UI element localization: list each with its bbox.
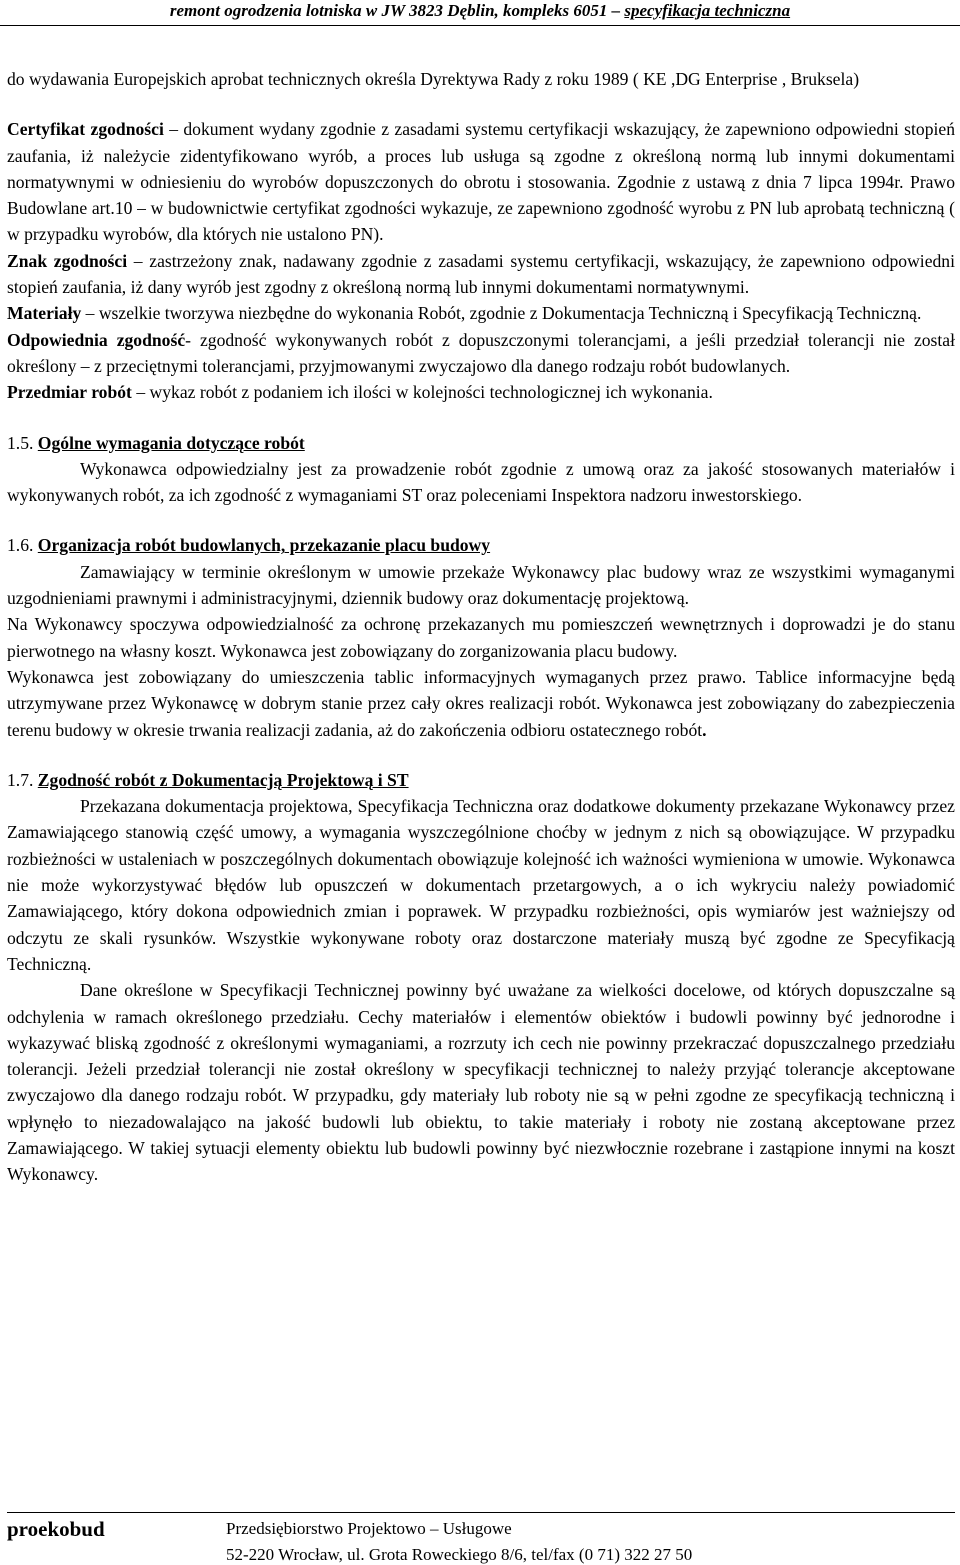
section-heading-1-5 [7,430,955,456]
header-title: remont ogrodzenia lotniska w JW 3823 Dęblin, kompleks 6051 – [169,1,625,20]
footer-brand: proekobud [7,1517,105,1541]
term-znak: Znak zgodności [7,250,128,271]
definition-materialy [7,300,955,326]
paragraph-text: Wykonawca jest zobowiązany do umieszczenia tablic informacyjnych wymaganych przez prawo. Tablice informacyjne będą utrzymywane przez Wykonawcę w dobrym stanie przez cały okres realizacji robót. Wykonawca jest zobowiązany do zabezpieczenia terenu budowy w okresie trwania realizacji zadania, aż do zakończenia odbioru ostatecznego robót [7,666,955,740]
section-number: 1.5. [7,432,34,453]
footer-address: 52-220 Wrocław, ul. Grota Roweckiego 8/6, tel/fax (0 71) 322 27 50 [226,1545,693,1564]
definition-text: – zastrzeżony znak, nadawany zgodnie z zasadami systemu certyfikacji, wskazujący, że zapewniono odpowiedni stopień zaufania, iż dany wyrób jest zgodny z określoną normą lub innymi dokumentami normatywnymi. [7,250,955,298]
document-body [7,66,955,1188]
term-przedmiar: Przedmiar robót [7,382,132,403]
page-header [0,0,960,28]
section-heading-1-7 [7,767,955,793]
section-1-6-paragraph-1: Zamawiający w terminie określonym w umowie przekaże Wykonawcy plac budowy wraz ze wszystkimi wymaganymi uzgodnieniami prawnymi i administracyjnymi, dziennik budowy oraz dokumentację projektową. [7,561,955,609]
header-rule [0,25,960,26]
term-materialy: Materiały [7,303,82,324]
section-title: Ogólne wymagania dotyczące robót [37,432,305,453]
page-footer [7,1512,955,1565]
section-title: Organizacja robót budowlanych, przekazanie placu budowy [37,535,491,556]
section-1-7-paragraph-2: Dane określone w Specyfikacji Technicznej powinny być uważane za wielkości docelowe, od których dopuszczalne są odchylenia w ramach określonego przedziału. Cechy materiałów i elementów obiektów i budowli powinny być jednorodne i wykazywać bliską zgodność z określonymi wymaganiami, a rozrzuty ich cech nie powinny przekraczać dopuszczalnego przedziału tolerancji. Jeżeli przedział tolerancji nie został określony w specyfikacji technicznej to należy przyjąć tolerancje akceptowane zwyczajowo dla danego rodzaju robót. W przypadku, gdy materiały lub roboty nie są w pełni zgodne ze specyfikacją techniczną i wpłynęło to niezadowalająco na jakość budowli lub obiektu, to takie materiały i roboty nie zostaną akceptowane przez Zamawiającego. W takiej sytuacji elementy obiektu lub budowli powinny być niezwłocznie rozebrane i zastąpione innymi na koszt Wykonawcy. [7,980,955,1185]
footer-company: Przedsiębiorstwo Projektowo – Usługowe [226,1519,512,1538]
definition-text: – dokument wydany zgodnie z zasadami systemu certyfikacji wskazujący, że zapewniono odpowiedni stopień zaufania, iż należycie zidentyfikowano wyrób, a proces lub usługa są zgodne z określoną normą lub innymi dokumentami normatywnymi w odniesieniu do wyrobów dopuszczonych do obrotu i stosowania. Zgodnie z ustawą z dnia 7 lipca 1994r. Prawo Budowlane art.10 – w budownictwie certyfikat zgodności wykazuje, ze zapewniono zgodność wyrobu z PN lub aprobatą techniczną ( w przypadku wyrobów, dla których nie ustalono PN). [7,119,955,245]
term-odpowiednia: Odpowiednia zgodność [7,329,186,350]
footer-rule [7,1512,955,1513]
definition-certyfikat [7,116,955,247]
definition-przedmiar [7,379,955,405]
section-heading-1-6 [7,532,955,558]
section-number: 1.6. [7,535,34,556]
definition-text: - zgodność wykonywanych robót z dopuszczonymi tolerancjami, a jeśli przedział tolerancji nie został określony – z przeciętnymi tolerancjami, przyjmowanymi zwyczajowo dla danego rodzaju robót budowlanych. [7,329,955,376]
header-link[interactable]: specyfikacja techniczna [624,1,791,20]
section-number: 1.7. [7,769,34,790]
definition-text: – wykaz robót z podaniem ich ilości w kolejności technologicznej ich wykonania. [131,382,713,403]
section-1-5-paragraph: Wykonawca odpowiedzialny jest za prowadzenie robót zgodnie z umową oraz za jakość stosowanych materiałów i wykonywanych robót, za ich zgodność z wymaganiami ST oraz poleceniami Inspektora nadzoru inwestorskiego. [7,458,955,506]
section-title: Zgodność robót z Dokumentacją Projektową i ST [37,769,409,790]
paragraph-end: . [702,719,707,740]
section-1-6-paragraph-2: Na Wykonawcy spoczywa odpowiedzialność za ochronę przekazanych mu pomieszczeń wewnętrznych i doprowadzi je do stanu pierwotnego na własny koszt. Wykonawca jest zobowiązany do zorganizowania placu budowy. [7,614,955,661]
definition-odpowiednia [7,327,955,380]
term-certyfikat: Certyfikat zgodności [7,119,164,140]
definition-znak [7,248,955,301]
intro-paragraph: do wydawania Europejskich aprobat technicznych określa Dyrektywa Rady z roku 1989 ( KE ,DG Enterprise , Bruksela) [7,69,860,89]
section-1-6-paragraph-3 [7,664,955,743]
definition-text: – wszelkie tworzywa niezbędne do wykonania Robót, zgodnie z Dokumentacja Techniczną i Specyfikacją Techniczną. [81,303,922,324]
section-1-7-paragraph-1: Przekazana dokumentacja projektowa, Specyfikacja Techniczna oraz dodatkowe dokumenty przekazane Wykonawcy przez Zamawiającego stanowią część umowy, a wymagania wyszczególnione choćby w jednym z nich są obowiązujące. W przypadku rozbieżności w ustaleniach w poszczególnych dokumentach obowiązuje kolejność ich ważności wymieniona w umowie. Wykonawca nie może wykorzystywać błędów lub opuszczeń w dokumentach przetargowych, a o ich wykryciu należy powiadomić Zamawiającego, który dokona odpowiednich zmian i poprawek. W przypadku rozbieżności, opis wymiarów jest ważniejszy od odczytu ze skali rysunków. Wszystkie wykonywane roboty oraz dostarczone materiały muszą być zgodne ze Specyfikacją Techniczną. [7,796,955,974]
